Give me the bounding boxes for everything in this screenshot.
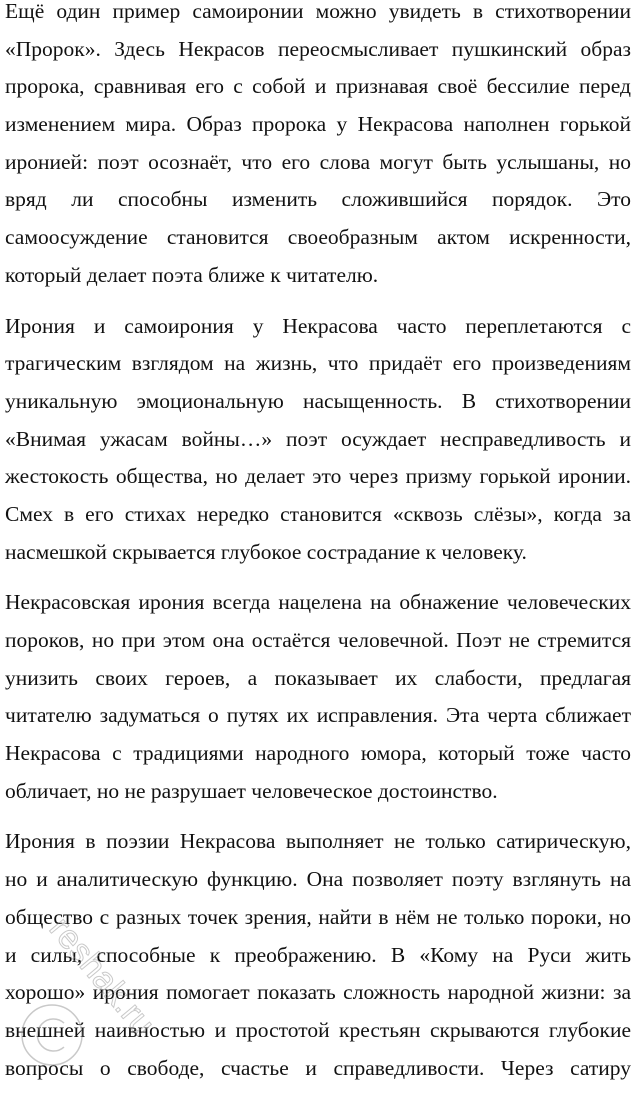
text-line: внешней наивностью и простотой крестьян скрываются глубокие [5,1017,631,1042]
text-line: пророка, сравнивая его с собой и признавая своё бессилие перед [5,74,631,99]
text-line: и силы, способные к преображению. В «Кому на Руси жить [5,942,631,967]
text-line: который делает поэта ближе к читателю. [5,262,379,287]
text-line: насмешкой скрывается глубокое сострадание к человеку. [5,539,527,564]
text-line: обличает, но не разрушает человеческое достоинство. [5,778,498,803]
text-line: но и аналитическую функцию. Она позволяет поэту взглянуть на [5,867,631,892]
text-line: Некрасова с традициями народного юмора, который тоже часто [5,741,631,766]
paragraph-1 [5,0,631,295]
text-line: иронией: поэт осознаёт, что его слова могут быть услышаны, но [5,149,631,174]
document-body [5,0,631,1100]
text-line: Некрасовская ирония всегда нацелена на обнажение человеческих [5,590,631,615]
text-line: самоосуждение становится своеобразным актом искренности, [5,225,631,250]
text-line: унизить своих героев, а показывает их слабости, предлагая [5,665,631,690]
text-line: Ирония в поэзии Некрасова выполняет не только сатирическую, [5,829,631,854]
paragraph-2 [5,308,631,572]
text-line: хорошо» ирония помогает показать сложность народной жизни: за [5,980,631,1005]
text-line: Смех в его стихах нередко становится «сквозь слёзы», когда за [5,501,631,526]
text-line: «Пророк». Здесь Некрасов переосмысливает пушкинский образ [5,36,631,61]
text-line: пороков, но при этом она остаётся человечной. Поэт не стремится [5,628,631,652]
text-line: «Внимая ужасам войны…» поэт осуждает несправедливость и [5,426,631,451]
text-line: изменением мира. Образ пророка у Некрасова наполнен горькой [5,112,631,137]
text-line: жестокость общества, но делает это через призму горькой иронии. [5,464,631,489]
paragraph-4 [5,823,631,1087]
text-line: общество с разных точек зрения, найти в нём не только пороки, но [5,904,631,929]
svg-text:reshak.ru: reshak.ru [41,909,163,1043]
text-line: Ещё один пример самоиронии можно увидеть в стихотворении [5,0,631,23]
text-line: читателю задуматься о путях их исправления. Эта черта сближает [5,703,631,728]
text-line: Ирония и самоирония у Некрасова часто переплетаются с [5,313,631,338]
text-line: вопросы о свободе, счастье и справедливости. Через сатиру [5,1055,631,1080]
text-line: уникальную эмоциональную насыщенность. В стихотворении [5,388,631,413]
paragraph-3 [5,584,631,810]
text-line: вряд ли способны изменить сложившийся порядок. Это [5,187,631,212]
text-line: трагическим взглядом на жизнь, что придаёт его произведениям [5,351,631,376]
